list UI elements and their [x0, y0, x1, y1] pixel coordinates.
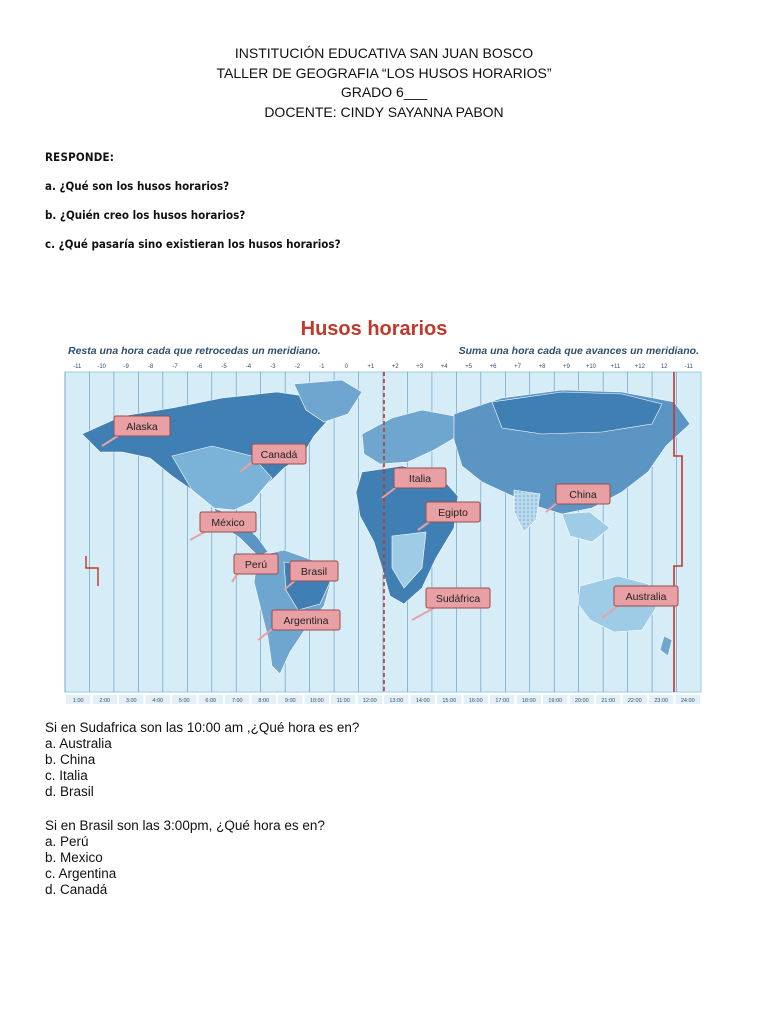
- bottom-hour-label: 8:00: [258, 698, 270, 704]
- top-zone-label: -4: [245, 364, 252, 370]
- bottom-hour-label: 2:00: [99, 698, 111, 704]
- top-zone-label: -11: [684, 364, 693, 370]
- question-c: c. ¿Qué pasaría sino existieran los husos horarios?: [45, 237, 341, 251]
- top-zone-label: +8: [538, 364, 546, 370]
- egipto-label: Egipto: [438, 507, 468, 519]
- map-left-caption: Resta una hora cada que retrocedas un meridiano.: [68, 345, 321, 357]
- top-zone-label: +4: [440, 364, 448, 370]
- teacher-line: DOCENTE: CINDY SAYANNA PABON: [264, 103, 504, 120]
- bottom-hour-label: 9:00: [284, 698, 296, 704]
- top-zone-label: -11: [73, 364, 82, 370]
- top-zone-label: +3: [416, 364, 424, 370]
- question-a: a. ¿Qué son los husos horarios?: [45, 179, 230, 193]
- bottom-hour-label: 11:00: [336, 698, 350, 704]
- grade-line: GRADO 6___: [340, 84, 428, 100]
- quiz-sudafrica-question: Si en Sudafrica son las 10:00 am ,¿Qué hora es en?: [45, 720, 360, 735]
- top-zone-label: -3: [270, 364, 276, 370]
- bottom-hour-label: 24:00: [680, 698, 695, 704]
- bottom-hour-label: 4:00: [152, 698, 164, 704]
- school-name: INSTITUCIÓN EDUCATIVA SAN JUAN BOSCO: [234, 45, 534, 61]
- quiz-brasil-question: Si en Brasil son las 3:00pm, ¿Qué hora es en?: [45, 818, 325, 833]
- bottom-hour-label: 10:00: [309, 698, 324, 704]
- alaska-label: Alaska: [126, 421, 158, 433]
- bottom-hour-label: 3:00: [125, 698, 137, 704]
- top-zone-label: -5: [221, 364, 227, 370]
- top-zone-label: 12: [660, 364, 668, 370]
- map-title: Husos horarios: [300, 318, 448, 340]
- top-zone-label: +2: [391, 364, 399, 370]
- top-zone-label: 0: [344, 364, 348, 370]
- bottom-hour-label: 6:00: [205, 698, 217, 704]
- argentina-label: Argentina: [283, 615, 329, 627]
- bottom-hour-label: 5:00: [178, 698, 190, 704]
- bottom-hour-label: 21:00: [601, 698, 616, 704]
- bottom-label-row: [66, 695, 700, 704]
- top-zone-label: +11: [610, 364, 621, 370]
- quiz-sudafrica: [45, 720, 359, 800]
- top-label-row: [73, 364, 693, 370]
- top-zone-label: +10: [585, 364, 597, 370]
- quiz-brasil-option-b: b. Mexico: [45, 850, 103, 865]
- bottom-hour-label: 23:00: [654, 698, 669, 704]
- sudafrica-label: Sudáfrica: [435, 593, 481, 605]
- bottom-hour-label: 17:00: [495, 698, 510, 704]
- bottom-hour-label: 14:00: [415, 698, 430, 704]
- bottom-hour-label: 22:00: [627, 698, 642, 704]
- quiz-sudafrica-option-b: b. China: [45, 752, 96, 767]
- bottom-hour-label: 15:00: [442, 698, 457, 704]
- bottom-hour-label: 20:00: [574, 698, 589, 704]
- bottom-hour-label: 12:00: [362, 698, 377, 704]
- top-zone-label: -8: [147, 364, 154, 370]
- top-zone-label: -2: [294, 364, 301, 370]
- map-right-caption: Suma una hora cada que avances un meridiano.: [458, 345, 699, 357]
- top-zone-label: +1: [367, 364, 375, 370]
- question-b: b. ¿Quién creo los husos horarios?: [45, 208, 246, 222]
- bottom-hour-label: 18:00: [521, 698, 536, 704]
- quiz-sudafrica-option-a: a. Australia: [45, 736, 112, 751]
- top-zone-label: +12: [634, 364, 645, 370]
- quiz-brasil-option-d: d. Canadá: [45, 882, 108, 897]
- quiz-sudafrica-option-c: c. Italia: [45, 768, 88, 783]
- top-zone-label: -7: [172, 364, 178, 370]
- peru-label: Perú: [244, 559, 268, 571]
- top-zone-label: +6: [489, 364, 497, 370]
- responde-title: RESPONDE:: [45, 150, 115, 164]
- top-zone-label: +5: [465, 364, 473, 370]
- time-zone-map: [62, 306, 704, 714]
- italia-label: Italia: [408, 473, 432, 485]
- top-zone-label: +7: [514, 364, 521, 370]
- bottom-hour-label: 16:00: [468, 698, 483, 704]
- document-header: [0, 44, 768, 122]
- canada-label: Canadá: [260, 449, 298, 461]
- top-zone-label: -6: [196, 364, 203, 370]
- quiz-brasil-option-a: a. Perú: [45, 834, 89, 849]
- quiz-brasil-option-c: c. Argentina: [45, 866, 117, 881]
- top-zone-label: -1: [319, 364, 325, 370]
- bottom-hour-label: 1:00: [72, 698, 84, 704]
- china-label: China: [569, 489, 597, 501]
- brasil-label: Brasil: [300, 566, 328, 578]
- responde-section: [45, 150, 341, 251]
- top-zone-label: -10: [97, 364, 107, 370]
- quiz-sudafrica-option-d: d. Brasil: [45, 784, 94, 799]
- bottom-hour-label: 19:00: [548, 698, 563, 704]
- bottom-hour-label: 13:00: [389, 698, 404, 704]
- top-zone-label: -9: [123, 364, 129, 370]
- quiz-brasil: [45, 818, 325, 898]
- bottom-hour-label: 7:00: [231, 698, 243, 704]
- workshop-title: TALLER DE GEOGRAFIA “LOS HUSOS HORARIOS”: [216, 64, 552, 81]
- australia-label: Australia: [625, 591, 667, 603]
- mexico-label: México: [211, 517, 245, 529]
- top-zone-label: +9: [563, 364, 570, 370]
